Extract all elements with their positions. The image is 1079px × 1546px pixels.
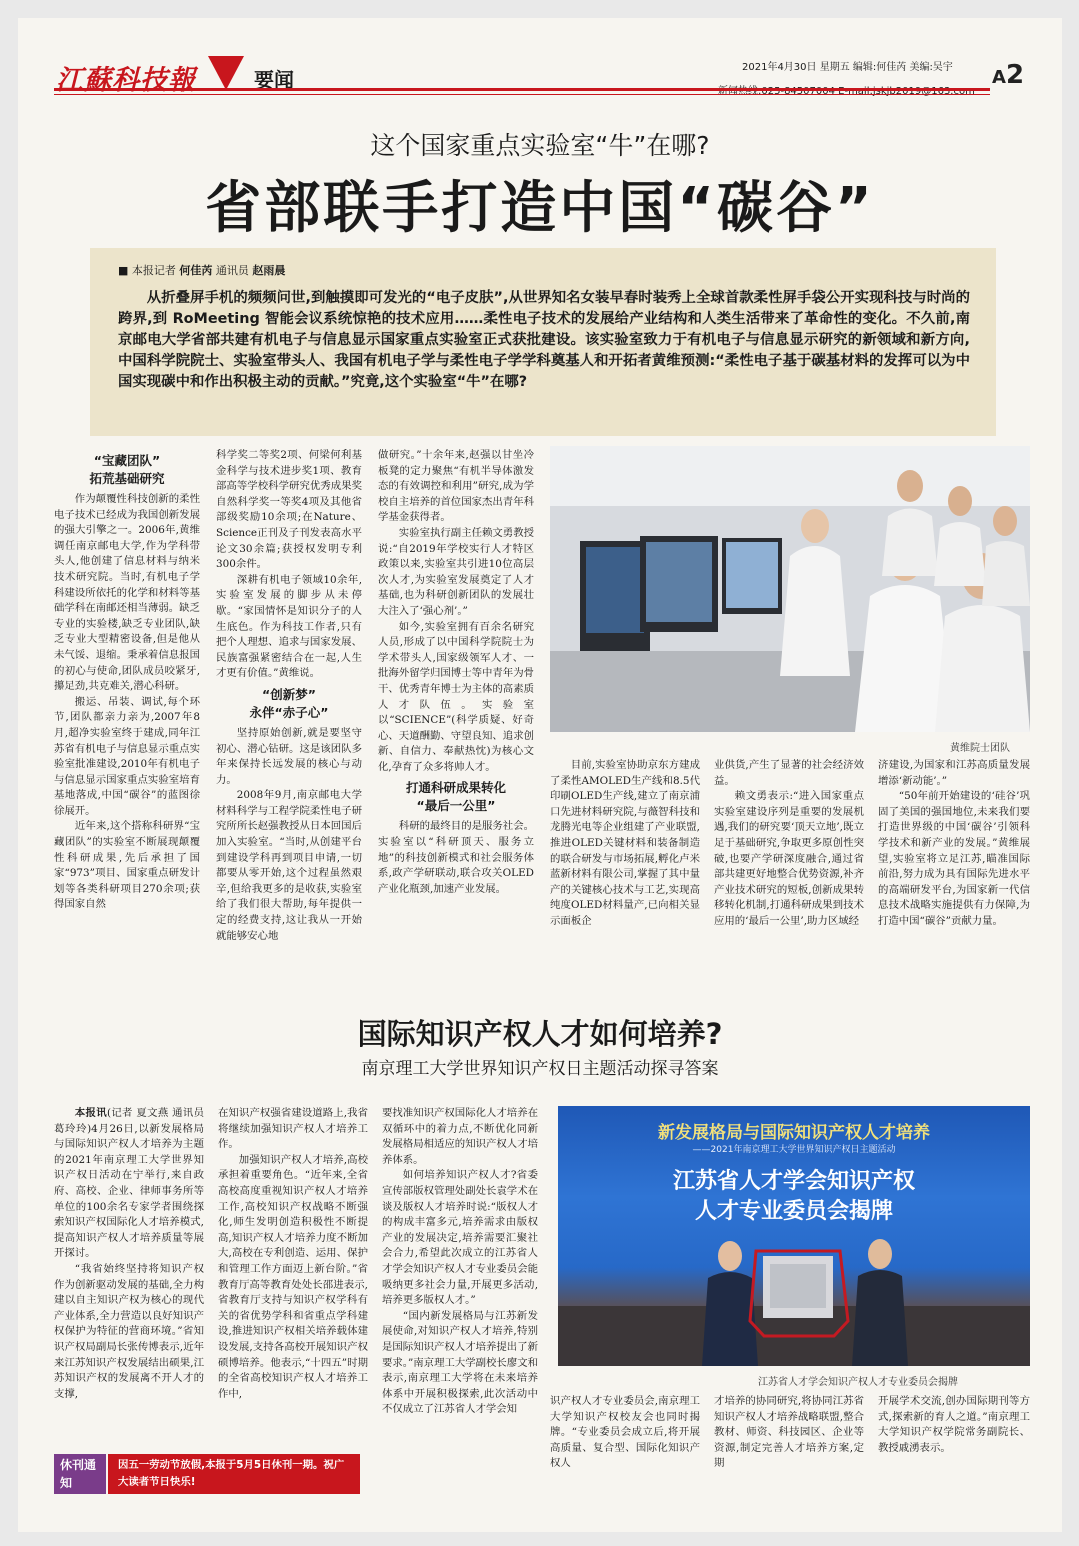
lab-team-photo-illustration — [550, 446, 1030, 732]
subhead-3: 打通科研成果转化 “最后一公里” — [405, 780, 506, 814]
hotline-info: 新闻热线:025-84507004 E-mail:jskjb2019@163.com — [718, 86, 975, 97]
notice-text: 因五一劳动节放假,本报于5月5日休刊一期。祝广大读者节日快乐! — [108, 1454, 360, 1494]
story1-byline: ■ 本报记者 何佳芮 通讯员 赵雨晨 — [118, 264, 286, 277]
story1-column-6: 济建设,为国家和江苏高质量发展增添‘新动能’。” “50年前开始建设的‘硅谷’巩固了美国的强国地位,未来我们要打造世界级的中国‘碳谷’引领科学技术和新产业的发展。”黄维展望,实验室将立足江苏,瞄准国际前沿,努力成为具有国际先进水平的高端研发平台,为国家新一代信息技术战略实施提供有力保障,为打造中国“碳谷”贡献力量。 — [878, 759, 1030, 927]
story2-column-5: 才培养的协同研究,将协同江苏省知识产权人才培养战略联盟,整合教材、师资、科技园区、企业等资源,制定完善人才培养方案,定期 — [714, 1395, 864, 1470]
story2-headline: 国际知识产权人才如何培养? — [357, 1017, 723, 1051]
story1-column-1: “宝藏团队” 拓荒基础研究 作为颠覆性科技创新的柔性电子技术已经成为我国创新发展的强大引擎之一。2006年,黄维调任南京邮电大学,作为学科带头人,他创建了信息材料与纳米技术研究院。当时,有机电子学科建设所依托的化学和材料等基础学科在南邮还相当薄弱。缺乏专业的实验楼,缺乏专业团队,缺乏专业大型精密设备,但是他从未气馁、退缩。秉承着信息报国的初心与使命,团队成员咬紧牙,攥足劲,共克难关,潜心科研。 搬运、吊装、调试,每个环节,团队都亲力亲为,2007年8月,超净实验室终于建成,同年江苏省有机电子与信息显示重点实验室批准建设,2010年有机电子与信息显示国家重点实验室培育基地落成,中国“碳谷”的蓝图徐徐展开。 近年来,这个搭称科研界“宝藏团队”的实验室不断展现颠覆性科研成果,先后承担了国家“973”项目、国家重点研发计划等各类科研项目270余项;获得国家自然 — [54, 453, 200, 911]
story1-column-5: 业供货,产生了显著的社会经济效益。 赖文勇表示:“进入国家重点实验室建设序列是重要的发展机遇,我们的研究要‘顶天立地’,既立足于基础研究,争取更多原创性突破,也要产学研深度融合,通过省部共建更好地整合优势资源,补齐产业技术研究的短板,创新成果转移转化机制,打通科研成果到技术应用的‘最后一公里’,助力区域经 — [714, 759, 864, 927]
story1-column-4: 目前,实验室协助京东方建成了柔性AMOLED生产线和8.5代印刷OLED生产线,建立了南京浦口先进材料研究院,与薇智科技和龙腾光电等企业组建了产业联盟,推进OLED关键材料和装备制造的联合研发与市场拓展,孵化卢米蓝新材料有限公司,掌握了其中量产的关键核心技术与工艺,实现高纯度OLED材料量产,已向相关显示面板企 — [550, 759, 700, 927]
newspaper-page — [18, 18, 1062, 1532]
lab-team-photo — [550, 446, 1030, 732]
section-label: 要闻 — [254, 68, 294, 92]
story2-column-6: 开展学术交流,创办国际期刊等方式,探索新的育人之道。”南京理工大学知识产权学院常务副院长、教授戚湧表示。 — [878, 1395, 1030, 1454]
story1-column-2: 科学奖二等奖2项、何梁何利基金科学与技术进步奖1项、教育部高等学校科学研究优秀成果奖自然科学奖一等奖4项及其他省部级奖励10余项;在Nature、Science正刊及子刊发表高水平论文30余篇;获授权发明专利300余件。 深耕有机电子领域10余年,实验室发展的脚步从未停歇。“家国情怀是知识分子的人生底色。作为科技工作者,只有把个人理想、追求与国家发展、民族富强紧密结合在一起,人生才更有价值。”黄维说。 “创新梦” 永伴“赤子心” 坚持原始创新,就是要坚守初心、潜心钻研。这是该团队多年来保持长远发展的核心与动力。 2008年9月,南京邮电大学材料科学与工程学院柔性电子研究所所长赵强教授从日本回国后加入实验室。“当时,从创建平台到建设学科再到项目申请,一切都要从零开始,这个过程虽然艰辛,但给我更多的是收获,实验室给了我们很大帮助,每年提供一定的经费支持,这让我从一开始就能够安心地 — [216, 449, 362, 942]
story2-subheadline: 南京理工大学世界知识产权日主题活动探寻答案 — [361, 1059, 719, 1079]
newspaper-logo: 江蘇科技報 — [56, 65, 196, 96]
story2-column-4: 识产权人才专业委员会,南京理工大学知识产权校友会也同时揭牌。“专业委员会成立后,将开展高质量、复合型、国际化知识产权人 — [550, 1395, 700, 1470]
story1-lead-text: 从折叠屏手机的频频问世,到触摸即可发光的“电子皮肤”,从世界知名女装早春时装秀上全球首款柔性屏手袋公开实现科技与时尚的跨界,到 RoMeeting 智能会议系统惊艳的技术应用……柔性电子技术的发展给产业结构和人类生活带来了革命性的变化。不久前,南京邮电大学省部共建有机电子与信息显示国家重点实验室正式获批建设。该实验室致力于有机电子与信息显示研究的新领域和新方向,中国科学院院士、实验室带头人、我国有机电子学与柔性电子学学科奠基人和开拓者黄维预测:“柔性电子基于碳基材料的发挥可以为中国实现碳中和作出积极主动的贡献。”究竟,这个实验室“牛”在哪? — [118, 290, 970, 390]
story2-column-3: 要找准知识产权国际化人才培养在双循环中的着力点,不断优化同新发展格局相适应的知识产权人才培养体系。 如何培养知识产权人才?省委宣传部版权管理处副处长袁学术在谈及版权人才培养时说:“版权人才的构成丰富多元,培养需求由版权产业的发展决定,培养需要汇聚社会合力,希望此次成立的江苏省人才学会知识产权人才专业委员会能吸纳更多社会力量,开展更多活动,培养更多版权人才。” “国内新发展格局与江苏新发展使命,对知识产权人才培养,特别是国际知识产权人才培养提出了新要求。”南京理工大学副校长廖文和表示,南京理工大学将在未来培养体系中开展积极探索,此次活动中不仅成立了江苏省人才学会知 — [382, 1107, 538, 1416]
ceremony-illustration — [558, 1106, 1030, 1366]
masthead-rule — [54, 88, 990, 91]
ceremony-photo: 新发展格局与国际知识产权人才培养 ——2021年南京理工大学世界知识产权日主题活动 江苏省人才学会知识产权 人才专业委员会揭牌 — [558, 1106, 1030, 1366]
subhead-2: “创新梦” 永伴“赤子心” — [249, 686, 329, 720]
story1-column-3: 做研究。”十余年来,赵强以甘坐冷板凳的定力聚焦“有机半导体激发态的有效调控和利用”研究,成为学校自主培养的首位国家杰出青年科学基金获得者。 实验室执行副主任赖文勇教授说:“自2019年学校实行人才特区政策以来,实验室共引进10位高层次人才,为实验室发展奠定了人才基础,也为科研创新团队的发展壮大注入了‘强心剂’。” 如今,实验室拥有百余名研究人员,形成了以中国科学院院士为学术带头人,国家级领军人才、一批海外留学归国博士等中青年为骨干、优秀青年博士为主体的高素质人才队伍。实验室以“SCIENCE”(科学质疑、好奇心、天道酬勤、守望良知、追求创新、自信力、奉献热忱)为核心文化,孕育了众多将帅人才。 打通科研成果转化 “最后一公里” 科研的最终目的是服务社会。实验室以“科研顶天、服务立地”的科技创新模式和社会服务体系,政产学研联动,联合攻关OLED产业化瓶颈,加速产业发展。 — [378, 449, 534, 895]
story1-headline: 省部联手打造中国“碳谷” — [205, 176, 875, 241]
masthead-rule-thin — [54, 94, 990, 95]
story1-lead-box — [90, 248, 996, 436]
section-triangle-icon — [208, 56, 244, 90]
story1-kicker: 这个国家重点实验室“牛”在哪? — [370, 131, 710, 160]
lab-photo-caption: 黄维院士团队 — [950, 743, 1010, 754]
ceremony-photo-caption: 江苏省人才学会知识产权人才专业委员会揭牌 — [758, 1377, 958, 1388]
story2-column-1: 本报讯(记者 夏文燕 通讯员 葛玲玲)4月26日,以新发展格局与国际知识产权人才培养为主题的2021年南京理工大学世界知识产权日活动在宁举行,来自政府、高校、企业、律师事务所等单位的100余名专家学者围绕探索知识产权国际化人才培养模式,提高知识产权人才培养质量等展开探讨。 “我省始终坚持将知识产权作为创新驱动发展的基础,全力构建以自主知识产权为核心的现代产业体系,全力营造以良好知识产权保护为特征的营商环境。”省知识产权局副局长张传博表示,近年来江苏知识产权发展结出硕果,江苏知识产权的发展离不开人才的支撑, — [54, 1107, 204, 1400]
notice-tag: 休刊通知 — [54, 1454, 106, 1494]
issue-info: 2021年4月30日 星期五 编辑:何佳芮 美编:吴宇 — [742, 62, 953, 73]
story2-column-2: 在知识产权强省建设道路上,我省将继续加强知识产权人才培养工作。 加强知识产权人才培养,高校承担着重要角色。“近年来,全省高校高度重视知识产权人才培养工作,高校知识产权战略不断强化,师生发明创造积极性不断提高,知识产权人才培养力度不断加大,高校在专利创造、运用、保护和管理工作方面迈上新台阶。”省教育厅高等教育处处长邵进表示,省教育厅支持与知识产权学科有关的省优势学科和省重点学科建设,推进知识产权相关培养载体建设发展,支持各高校开展知识产权硕博培养。他表示,“十四五”时期的全省高校知识产权人才培养工作中, — [218, 1107, 368, 1400]
page-number: A2 — [992, 60, 1025, 90]
subhead-1: “宝藏团队” 拓荒基础研究 — [89, 453, 165, 486]
